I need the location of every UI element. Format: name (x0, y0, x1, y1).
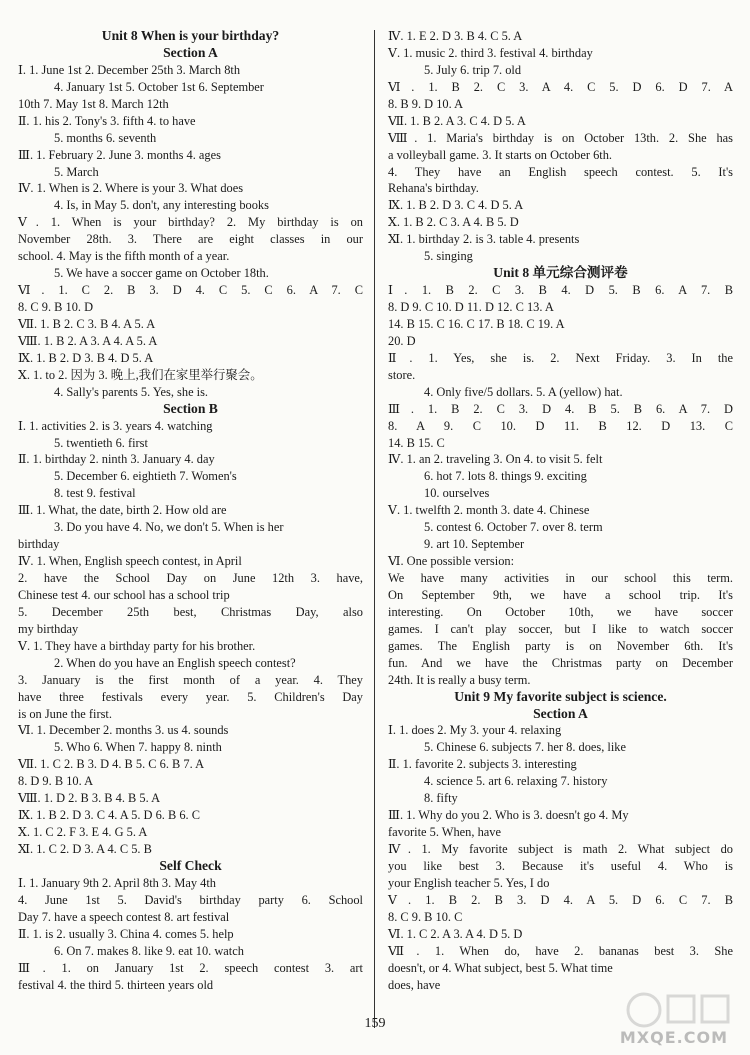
answer-line: Ⅸ. 1. B 2. D 3. C 4. A 5. D 6. B 6. C (18, 808, 201, 823)
answer-line: 20. D (388, 333, 416, 348)
answer-line: 8. A 9. C 10. D 11. B 12. D 13. C (388, 418, 733, 433)
answer-line: Ⅵ. 1. C 2. B 3. D 4. C 5. C 6. A 7. C (18, 283, 363, 298)
section-heading: Unit 9 My favorite subject is science. (454, 688, 667, 704)
answer-line: favorite 5. When, have (388, 825, 501, 840)
answer-line: Ⅳ. 1. E 2. D 3. B 4. C 5. A (388, 29, 523, 43)
answer-line: 8. test 9. festival (54, 486, 136, 501)
answer-line: 14. B 15. C (388, 435, 445, 450)
answer-line: have three festivals every year. 5. Children's Day (18, 689, 363, 704)
answer-line: interesting. On October 10th, we have soccer (388, 604, 733, 619)
answer-line: Ⅲ. 1. February 2. June 3. months 4. ages (18, 147, 221, 162)
answer-line: a volleyball game. 3. It starts on October 6th. (388, 147, 613, 162)
answer-line: Ⅺ. 1. C 2. D 3. A 4. C 5. B (18, 842, 152, 856)
answer-line: Ⅳ. 1. When is 2. Where is your 3. What does (18, 181, 244, 196)
answer-line: fun. And we have the Christmas party on December (388, 655, 733, 670)
answer-line: games. I can't play soccer, but I like to watch soccer (388, 621, 733, 636)
answer-line: Ⅵ. 1. B 2. C 3. A 4. C 5. D 6. D 7. A (388, 79, 733, 94)
answer-line: We have many activities in our school this term. (388, 571, 733, 585)
answer-line: your English teacher 5. Yes, I do (388, 875, 550, 890)
answer-line: Ⅷ. 1. Maria's birthday is on October 13th. 2. She has (388, 130, 733, 145)
answer-line: 8. fifty (424, 791, 458, 806)
section-heading: Unit 8 When is your birthday? (101, 28, 280, 43)
answer-line: Ⅹ. 1. B 2. C 3. A 4. B 5. D (388, 215, 519, 230)
answer-line: Ⅳ. 1. My favorite subject is math 2. What subject do (388, 842, 733, 856)
answer-line: 5. singing (424, 249, 473, 264)
answer-line: 5. December 6. eightieth 7. Women's (54, 469, 237, 484)
answer-line: Ⅹ. 1. C 2. F 3. E 4. G 5. A (18, 825, 148, 840)
answer-line: Ⅰ. 1. June 1st 2. December 25th 3. March 8th (18, 62, 241, 77)
answer-line: Ⅹ. 1. to 2. 因为 3. 晚上,我们在家里举行聚会。 (18, 367, 263, 382)
answer-line: Ⅴ. 1. They have a birthday party for his brother. (18, 638, 256, 653)
answer-line: Ⅱ. 1. favorite 2. subjects 3. interesting (388, 757, 577, 772)
answer-line: Ⅶ. 1. When do, have 2. bananas best 3. She (388, 943, 733, 958)
answer-line: 8. C 9. B 10. D (18, 300, 94, 314)
answer-line: 5. twentieth 6. first (54, 435, 148, 450)
answer-line: you like best 3. Because it's useful 4. Who is (388, 858, 733, 873)
answer-line: Ⅲ. 1. B 2. C 3. D 4. B 5. B 6. A 7. D (388, 401, 733, 416)
answer-line: 24th. It is really a busy term. (388, 672, 531, 687)
answer-line: 8. D 9. C 10. D 11. D 12. C 13. A (388, 300, 554, 314)
answer-line: 3. January is the first month of a year. 4. They (18, 672, 363, 687)
answer-line: Ⅴ. 1. B 2. B 3. D 4. A 5. D 6. C 7. B (388, 892, 733, 907)
answer-line: 5. July 6. trip 7. old (424, 62, 522, 77)
answer-line: November 28th. 3. There are eight classes in our (18, 232, 363, 247)
answer-line: 5. months 6. seventh (54, 130, 157, 145)
page-number: 159 (364, 1016, 386, 1031)
answer-line: 4. They have an English speech contest. 5. It's (388, 164, 733, 179)
answer-line: does, have (388, 977, 441, 992)
answer-line: birthday (18, 537, 60, 552)
answer-line: Ⅴ. 1. twelfth 2. month 3. date 4. Chinese (388, 503, 590, 518)
answer-line: Ⅺ. 1. birthday 2. is 3. table 4. presents (388, 232, 580, 247)
answer-line: my birthday (18, 621, 79, 636)
answer-line: Ⅲ. 1. What, the date, birth 2. How old are (18, 503, 227, 518)
answer-line: Ⅵ. 1. C 2. A 3. A 4. D 5. D (388, 926, 523, 941)
answer-line: 2. have the School Day on June 12th 3. have, (18, 571, 363, 585)
answer-line: Ⅷ. 1. D 2. B 3. B 4. B 5. A (18, 791, 161, 806)
right-column (388, 28, 733, 993)
answer-line: Day 7. have a speech contest 8. art festival (18, 909, 230, 924)
section-heading: Unit 8 单元综合测评卷 (493, 265, 628, 281)
answer-line: 4. June 1st 5. David's birthday party 6. School (18, 892, 363, 907)
section-heading: Section A (163, 44, 218, 60)
answer-line: Ⅵ. One possible version: (388, 554, 515, 569)
answer-line: Ⅰ. 1. B 2. C 3. B 4. D 5. B 6. A 7. B (388, 283, 733, 298)
answer-line: Ⅱ. 1. Yes, she is. 2. Next Friday. 3. In the (388, 350, 733, 365)
answer-line: 6. On 7. makes 8. like 9. eat 10. watch (54, 943, 244, 958)
answer-line: 10th 7. May 1st 8. March 12th (18, 96, 169, 111)
answer-line: 4. Only five/5 dollars. 5. A (yellow) hat. (424, 384, 623, 399)
answer-line: Ⅴ. 1. When is your birthday? 2. My birthday is on (18, 215, 363, 230)
answer-line: school. 4. May is the fifth month of a year. (18, 249, 230, 264)
answer-line: 8. B 9. D 10. A (388, 96, 464, 111)
left-column (18, 28, 363, 993)
answer-line: 10. ourselves (424, 486, 490, 501)
answer-line: Ⅱ. 1. birthday 2. ninth 3. January 4. day (18, 452, 215, 467)
answer-line: Ⅶ. 1. B 2. A 3. C 4. D 5. A (388, 113, 526, 128)
answer-line: On September 9th, we have a school trip. It's (388, 587, 733, 602)
answer-line: is on June the first. (18, 706, 112, 721)
answer-line: Ⅲ. 1. on January 1st 2. speech contest 3. art (18, 960, 363, 975)
answer-line: Ⅸ. 1. B 2. D 3. B 4. D 5. A (18, 350, 154, 365)
answer-line: Ⅶ. 1. B 2. C 3. B 4. A 5. A (18, 316, 156, 331)
answer-line: 4. Is, in May 5. don't, any interesting books (54, 198, 269, 213)
answer-line: Rehana's birthday. (388, 181, 479, 196)
answer-line: doesn't, or 4. What subject, best 5. What time (388, 960, 613, 975)
answer-line: 4. science 5. art 6. relaxing 7. history (424, 774, 608, 789)
answer-line: games. The English party is on November 6th. It's (388, 638, 733, 653)
section-heading: Section B (163, 400, 218, 416)
answer-line: 3. Do you have 4. No, we don't 5. When is her (54, 520, 284, 535)
answer-line: Ⅳ. 1. When, English speech contest, in April (18, 554, 242, 569)
answer-line: Ⅰ. 1. does 2. My 3. your 4. relaxing (388, 723, 562, 738)
answer-line: Ⅸ. 1. B 2. D 3. C 4. D 5. A (388, 198, 524, 213)
answer-line: 5. Chinese 6. subjects 7. her 8. does, like (424, 740, 627, 755)
answer-line: Chinese test 4. our school has a school trip (18, 587, 230, 602)
answer-line: 8. C 9. B 10. C (388, 909, 463, 924)
column-divider (374, 30, 375, 1028)
answer-line: Ⅵ. 1. December 2. months 3. us 4. sounds (18, 723, 229, 738)
answer-line: 4. Sally's parents 5. Yes, she is. (54, 384, 209, 399)
answer-line: festival 4. the third 5. thirteen years old (18, 977, 214, 992)
answer-line: 5. Who 6. When 7. happy 8. ninth (54, 740, 222, 755)
answer-line: 5. March (54, 164, 99, 179)
section-heading: Section A (533, 705, 588, 721)
answer-line: Ⅶ. 1. C 2. B 3. D 4. B 5. C 6. B 7. A (18, 757, 205, 772)
answer-line: 4. January 1st 5. October 1st 6. September (54, 79, 264, 94)
answer-line: 14. B 15. C 16. C 17. B 18. C 19. A (388, 316, 565, 331)
answer-line: Ⅷ. 1. B 2. A 3. A 4. A 5. A (18, 333, 158, 348)
answer-line: 6. hot 7. lots 8. things 9. exciting (424, 469, 587, 484)
answer-line: 2. When do you have an English speech contest? (54, 655, 296, 670)
watermark-text: MXQE.COM (619, 1028, 728, 1047)
section-heading: Self Check (159, 857, 222, 873)
answer-line: Ⅴ. 1. music 2. third 3. festival 4. birthday (388, 45, 593, 60)
answer-line: store. (388, 367, 416, 382)
answer-line: Ⅳ. 1. an 2. traveling 3. On 4. to visit 5. felt (388, 452, 603, 467)
answer-line: Ⅰ. 1. January 9th 2. April 8th 3. May 4th (18, 875, 216, 890)
answer-line: 5. contest 6. October 7. over 8. term (424, 520, 603, 535)
answer-line: Ⅰ. 1. activities 2. is 3. years 4. watching (18, 418, 213, 433)
answer-line: 5. We have a soccer game on October 18th. (54, 266, 269, 281)
answer-line: Ⅲ. 1. Why do you 2. Who is 3. doesn't go 4. My (388, 808, 629, 823)
answer-line: 8. D 9. B 10. A (18, 774, 94, 789)
answer-line: 5. December 25th best, Christmas Day, also (18, 604, 363, 619)
answer-line: Ⅱ. 1. is 2. usually 3. China 4. comes 5. help (18, 926, 234, 941)
answer-line: Ⅱ. 1. his 2. Tony's 3. fifth 4. to have (18, 113, 196, 128)
answer-line: 9. art 10. September (424, 537, 525, 552)
